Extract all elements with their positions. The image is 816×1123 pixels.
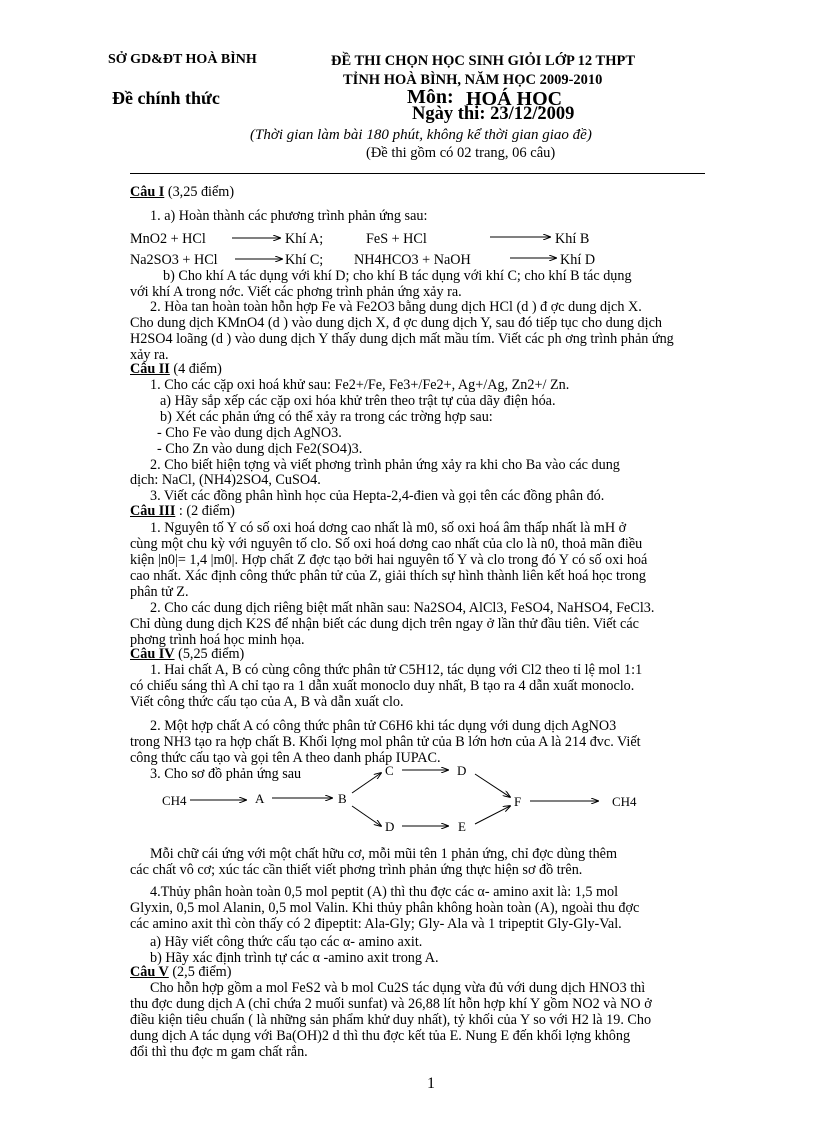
q1-line-2: b) Cho khí A tác dụng với khí D; cho khí B tác dụng với khí C; cho khí B tác dụng: [163, 268, 632, 284]
q1-line-7: xảy ra.: [130, 347, 169, 363]
question-5-points: (2,5 điểm): [168, 964, 232, 980]
q3-line-7: Chỉ dùng dung dịch K2S để nhận biết các dung dịch trên ngay ở lần thử đầu tiên. Viết các: [130, 616, 639, 632]
pages-note: (Đề thi gồm có 02 trang, 06 câu): [366, 145, 556, 161]
q1-reaction-3-reactants: Na2SO3 + HCl: [130, 252, 218, 268]
q5-line-1: Cho hỗn hợp gồm a mol FeS2 và b mol Cu2S tác dụng vừa đủ với dung dịch HNO3 thì: [150, 980, 646, 996]
question-4-points: (5,25 điểm): [174, 646, 245, 662]
scheme-node-d-top: D: [457, 763, 467, 778]
q5-line-2: thu đợc dung dịch A (chỉ chứa 2 muối sunfat) và 26,88 lít hỗn hợp khí Y gồm NO2 và NO ở: [130, 996, 652, 1012]
subject-label: Môn:: [407, 86, 454, 108]
q1-line-3: với khí A trong nớc. Viết các phơng trình phản ứng xảy ra.: [130, 284, 462, 300]
q1-reaction-2-reactants: FeS + HCl: [366, 231, 427, 247]
exam-title-line2: TỈNH HOÀ BÌNH, NĂM HỌC 2009-2010: [343, 72, 603, 88]
q1-reaction-4-reactants: NH4HCO3 + NaOH: [354, 252, 471, 268]
scheme-node-e: E: [458, 819, 466, 834]
q5-line-3: điều kiện tiêu chuẩn ( là những sản phẩm khử duy nhất), tỷ khối của Y so với H2 là 19. Cho: [130, 1012, 652, 1028]
q4-line-5: trong NH3 tạo ra hợp chất B. Khối lợng mol phân tử của B lớn hơn của A là 214 đvc. Viết: [130, 734, 641, 750]
q3-line-4: cao nhất. Xác định công thức phân tử của Z, giải thích sự hình thành liên kết hoá học trong: [130, 568, 646, 584]
scheme-node-a: A: [255, 791, 265, 806]
scheme-arrow-e-f: [475, 806, 510, 824]
q3-line-2: cùng một chu kỳ với nguyên tố clo. Số oxi hoá dơng cao nhất của clo là n0, thoả mãn điều: [130, 536, 643, 552]
question-5-heading: [130, 964, 231, 981]
q1-reaction-1-reactants: MnO2 + HCl: [130, 231, 206, 247]
q2-line-4: - Cho Fe vào dung dịch AgNO3.: [157, 425, 342, 441]
subject-name: HOÁ HỌC: [466, 88, 563, 110]
exam-date: Ngày thi: 23/12/2009: [412, 104, 575, 124]
q2-line-2: a) Hãy sắp xếp các cặp oxi hóa khử trên theo trật tự của dãy điện hóa.: [160, 393, 556, 409]
q5-line-5: đổi thì thu đợc m gam chất rắn.: [130, 1044, 308, 1060]
q1-line-5: Cho dung dịch KMnO4 (d ) vào dung dịch X, đ ợc dung dịch Y, sau đó tiếp tục cho dung dịch: [130, 315, 662, 331]
question-3-points: : (2 điểm): [175, 503, 235, 519]
time-note: (Thời gian làm bài 180 phút, không kể thời gian giao đề): [250, 127, 592, 143]
scheme-node-b: B: [338, 791, 347, 806]
q1-reaction-1-product: Khí A;: [285, 231, 324, 247]
q4-line-3: Viết công thức cấu tạo của A, B và dẫn xuất clo.: [130, 694, 404, 710]
page-number: 1: [427, 1075, 435, 1092]
q4-line-14: b) Hãy xác định trình tự các α -amino axit trong A.: [150, 950, 439, 966]
issuing-department: SỞ GD&ĐT HOÀ BÌNH: [108, 52, 257, 67]
q2-line-8: 3. Viết các đồng phân hình học của Hepta-2,4-đien và gọi tên các đồng phân đó.: [150, 488, 605, 504]
question-1-title: Câu I: [130, 184, 165, 200]
q3-line-8: phơng trình hoá học minh họa.: [130, 632, 305, 648]
q4-line-12: các amino axit thì còn thấy có 2 đipeptit: Ala-Gly; Gly- Ala và 1 tripeptit Gly-Gly-Val.: [130, 916, 622, 932]
scheme-ch4-left: CH4: [162, 793, 187, 808]
q1-reaction-3-product: Khí C;: [285, 252, 324, 268]
q4-line-11: Glyxin, 0,5 mol Alanin, 0,5 mol Valin. Khi thủy phân không hoàn toàn (A), ngoài thu đợc: [130, 900, 640, 916]
question-3-title: Câu III: [130, 503, 176, 519]
question-5-title: Câu V: [130, 964, 169, 980]
q1-line-1: 1. a) Hoàn thành các phương trình phản ứng sau:: [150, 208, 428, 224]
question-4-title: Câu IV: [130, 646, 175, 662]
q3-line-1: 1. Nguyên tố Y có số oxi hoá dơng cao nhất là m0, số oxi hoá âm thấp nhất là mH ở: [150, 520, 627, 536]
scheme-arrow-b-d: [352, 806, 381, 826]
q4-line-4: 2. Một hợp chất A có công thức phân tử C6H6 khi tác dụng với dung dịch AgNO3: [150, 718, 617, 734]
q4-line-7: 3. Cho sơ đồ phản ứng sau: [150, 766, 302, 782]
q1-line-4: 2. Hòa tan hoàn toàn hỗn hợp Fe và Fe2O3 bằng dung dịch HCl (d ) đ ợc dung dịch X.: [150, 299, 642, 315]
q4-line-2: có chiếu sáng thì A chỉ tạo ra 1 dẫn xuất monoclo duy nhất, B tạo ra 4 dẫn xuất monoclo.: [130, 678, 635, 694]
q2-line-1: 1. Cho các cặp oxi hoá khử sau: Fe2+/Fe, Fe3+/Fe2+, Ag+/Ag, Zn2+/ Zn.: [150, 377, 570, 393]
q4-line-8: Mỗi chữ cái ứng với một chất hữu cơ, mỗi mũi tên 1 phản ứng, chỉ đợc dùng thêm: [150, 846, 617, 862]
scheme-node-c: C: [385, 763, 394, 778]
q2-line-5: - Cho Zn vào dung dịch Fe2(SO4)3.: [157, 441, 363, 457]
q4-line-6: công thức cấu tạo và gọi tên A theo danh pháp IUPAC.: [130, 750, 441, 766]
q2-line-7: dịch: NaCl, (NH4)2SO4, CuSO4.: [130, 472, 321, 488]
q3-line-5: phân tử Z.: [130, 584, 189, 600]
question-1-points: (3,25 điểm): [164, 184, 235, 200]
scheme-node-d-bottom: D: [385, 819, 395, 834]
q5-line-4: dung dịch A tác dụng với Ba(OH)2 d thì thu đợc kết tủa E. Nung E đến khối lợng không: [130, 1028, 631, 1044]
q1-reaction-4-product: Khí D: [560, 252, 596, 268]
q2-line-6: 2. Cho biết hiện tợng và viết phơng trình phản ứng xảy ra khi cho Ba vào các dung: [150, 457, 620, 473]
q2-line-3: b) Xét các phản ứng có thể xảy ra trong các trờng hợp sau:: [160, 409, 493, 425]
question-2-title: Câu II: [130, 361, 170, 377]
scheme-ch4-right: CH4: [612, 794, 637, 809]
q3-line-6: 2. Cho các dung dịch riêng biệt mất nhãn sau: Na2SO4, AlCl3, FeSO4, NaHSO4, FeCl3.: [150, 600, 655, 616]
official-exam-label: Đề chính thức: [112, 88, 220, 108]
q4-line-10: 4.Thủy phân hoàn toàn 0,5 mol peptit (A) thì thu đợc các α- amino axit là: 1,5 mol: [150, 884, 619, 900]
scheme-arrow-b-c: [352, 773, 381, 793]
scheme-node-f: F: [514, 794, 522, 809]
q4-line-1: 1. Hai chất A, B có cùng công thức phân tử C5H12, tác dụng với Cl2 theo tỉ lệ mol 1:1: [150, 662, 643, 678]
exam-title-line1: ĐỀ THI CHỌN HỌC SINH GIỎI LỚP 12 THPT: [331, 53, 636, 69]
q3-line-3: kiện |n0|= 1,4 |m0|. Hợp chất Z đợc tạo bởi hai nguyên tố Y và clo trong đó Y có số oxi hoá: [130, 552, 648, 568]
q1-reaction-2-product: Khí B: [555, 231, 590, 247]
scheme-arrow-d-f: [475, 774, 510, 797]
q4-line-9: các chất vô cơ; xúc tác cần thiết viết phơng trình phản ứng thực hiện sơ đồ trên.: [130, 862, 583, 878]
question-2-points: (4 điểm): [169, 361, 222, 377]
q4-line-13: a) Hãy viết công thức cấu tạo các α- amino axit.: [150, 934, 423, 950]
q1-line-6: H2SO4 loãng (d ) vào dung dịch Y thấy dung dịch mất mầu tím. Viết các ph ơng trình phản ứng: [130, 331, 674, 347]
